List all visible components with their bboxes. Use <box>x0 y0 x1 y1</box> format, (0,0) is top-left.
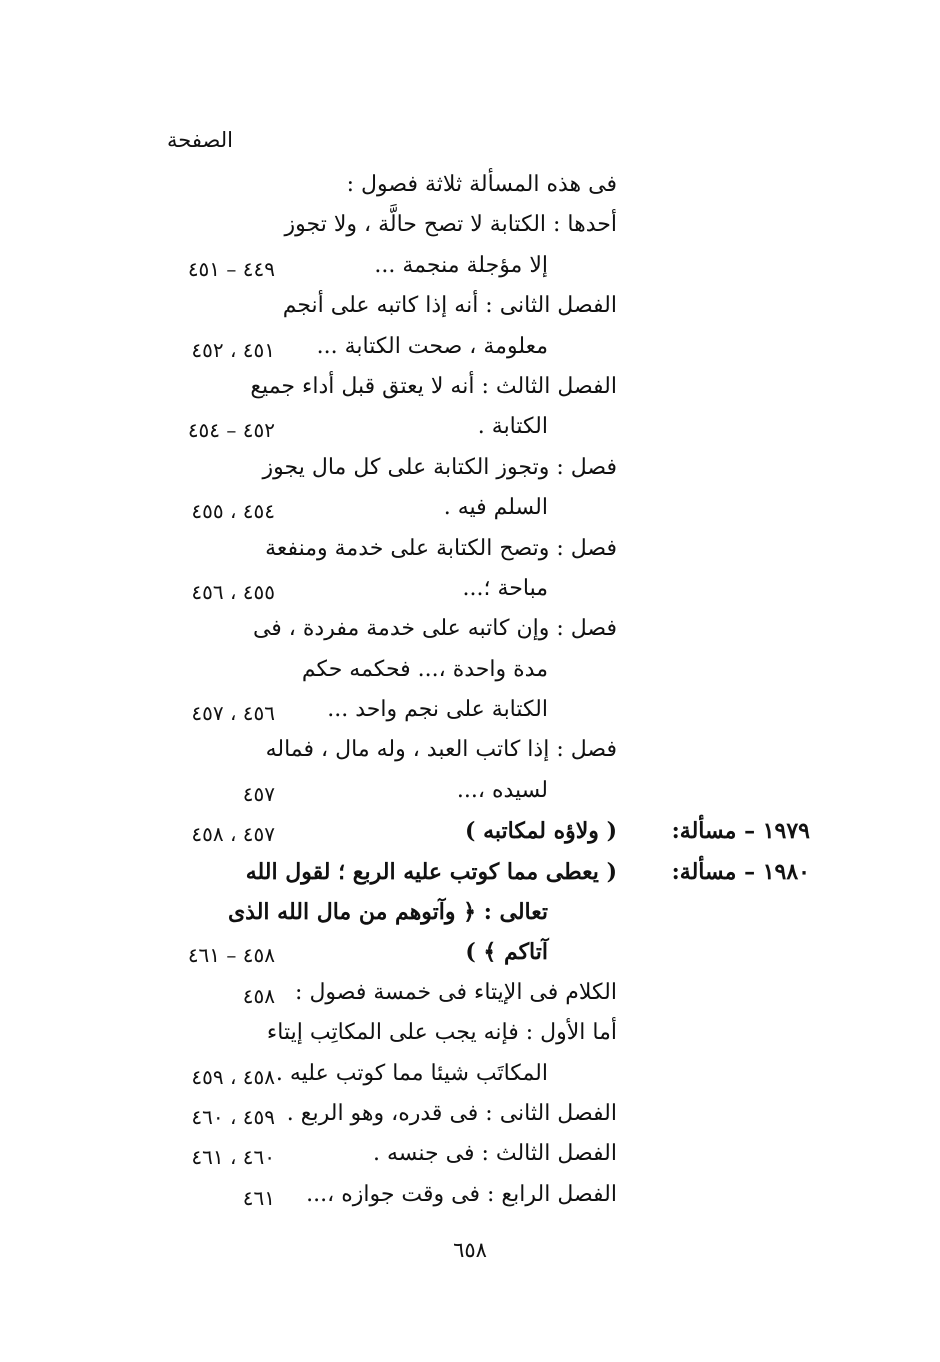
page-ref: ٤٥٢ – ٤٥٤ <box>187 418 275 443</box>
page-ref: ٤٥٨ ، ٤٥٩ <box>191 1064 275 1089</box>
index-row <box>0 733 940 773</box>
index-row <box>0 693 940 733</box>
index-row <box>0 1057 940 1097</box>
index-row <box>0 1016 940 1056</box>
page-ref: ٤٥٨ – ٤٦١ <box>187 943 275 968</box>
index-row <box>0 774 940 814</box>
entry-text: الفصل الثانى : فى قدره، وهو الربع . <box>286 1100 617 1126</box>
index-row <box>0 1137 940 1177</box>
index-row <box>0 895 940 935</box>
index-row <box>0 935 940 975</box>
page-ref: ٤٤٩ – ٤٥١ <box>187 256 275 281</box>
entry-text: فصل : وتجوز الكتابة على كل مال يجوز <box>262 454 617 480</box>
index-row <box>0 491 940 531</box>
entry-text: الكتابة . <box>477 414 548 440</box>
page-ref: ٤٥١ ، ٤٥٢ <box>191 337 275 362</box>
index-row <box>0 814 940 854</box>
index-row <box>0 410 940 450</box>
index-row <box>0 208 940 248</box>
entry-text: الكلام فى الإيتاء فى خمسة فصول : <box>295 979 617 1005</box>
entry-text: فصل : وإن كاتبه على خدمة مفردة ، فى <box>252 616 617 642</box>
index-row <box>0 572 940 612</box>
entry-text: ( ولاؤه لمكاتبه ) <box>465 818 617 845</box>
index-row <box>0 370 940 410</box>
entry-text: السلم فيه . <box>443 495 548 521</box>
index-row <box>0 976 940 1016</box>
page-ref: ٤٦١ <box>242 1185 275 1210</box>
entry-text: فصل : إذا كاتب العبد ، وله مال ، فماله <box>265 737 617 763</box>
entry-text: الفصل الرابع : فى وقت جوازه ،... <box>306 1181 617 1207</box>
entry-text: مباحة ؛... <box>462 575 548 601</box>
page-column-header: الصفحة <box>167 128 233 152</box>
entry-text: آتاكم ﴾ ) <box>465 939 548 966</box>
entry-text: لسيده ،... <box>456 777 548 803</box>
page-ref: ٤٥٦ ، ٤٥٧ <box>191 701 275 726</box>
page-ref: ٤٥٤ ، ٤٥٥ <box>191 499 275 524</box>
index-row <box>0 289 940 329</box>
page-ref: ٤٥٨ <box>242 983 275 1008</box>
page-ref: ٤٥٧ ، ٤٥٨ <box>191 822 275 847</box>
entry-text: ( يعطى مما كوتب عليه الربع ؛ لقول الله <box>245 858 617 885</box>
index-row <box>0 532 940 572</box>
entry-text: الفصل الثالث : أنه لا يعتق قبل أداء جميع <box>250 373 617 399</box>
index-row <box>0 1178 940 1218</box>
page-ref: ٤٥٥ ، ٤٥٦ <box>191 579 275 604</box>
entry-text: الفصل الثالث : فى جنسه . <box>372 1141 617 1167</box>
issue-number: ١٩٧٩ – مسألة: <box>671 818 810 845</box>
index-row <box>0 330 940 370</box>
index-row <box>0 1097 940 1137</box>
index-row <box>0 612 940 652</box>
index-row <box>0 168 940 208</box>
index-row <box>0 653 940 693</box>
issue-number: ١٩٨٠ – مسألة: <box>671 858 810 885</box>
entry-text: المكاتَب شيئا مما كوتب عليه . <box>275 1060 548 1086</box>
entry-text: معلومة ، صحت الكتابة ... <box>316 333 548 359</box>
page-ref: ٤٥٧ <box>242 781 275 806</box>
index-row <box>0 451 940 491</box>
index-rows <box>0 168 940 1218</box>
entry-text: إلا مؤجلة منجمة ... <box>374 252 548 278</box>
index-row <box>0 249 940 289</box>
index-row <box>0 855 940 895</box>
entry-text: فصل : وتصح الكتابة على خدمة ومنفعة <box>265 535 617 561</box>
entry-text: تعالى : ﴿ وآتوهم من مال الله الذى <box>227 899 548 926</box>
page-ref: ٤٦٠ ، ٤٦١ <box>191 1145 275 1170</box>
entry-text: أما الأول : فإنه يجب على المكاتِب إيتاء <box>266 1020 617 1046</box>
entry-text: الكتابة على نجم واحد ... <box>327 697 548 723</box>
page-number: ٦٥٨ <box>453 1238 487 1262</box>
entry-text: الفصل الثانى : أنه إذا كاتبه على أنجم <box>282 293 617 319</box>
page-ref: ٤٥٩ ، ٤٦٠ <box>191 1104 275 1129</box>
entry-text: مدة واحدة ،... فحكمه حكم <box>301 656 548 682</box>
entry-text: فى هذه المسألة ثلاثة فصول : <box>346 172 617 197</box>
entry-text: أحدها : الكتابة لا تصح حالَّة ، ولا تجوز <box>284 212 617 238</box>
